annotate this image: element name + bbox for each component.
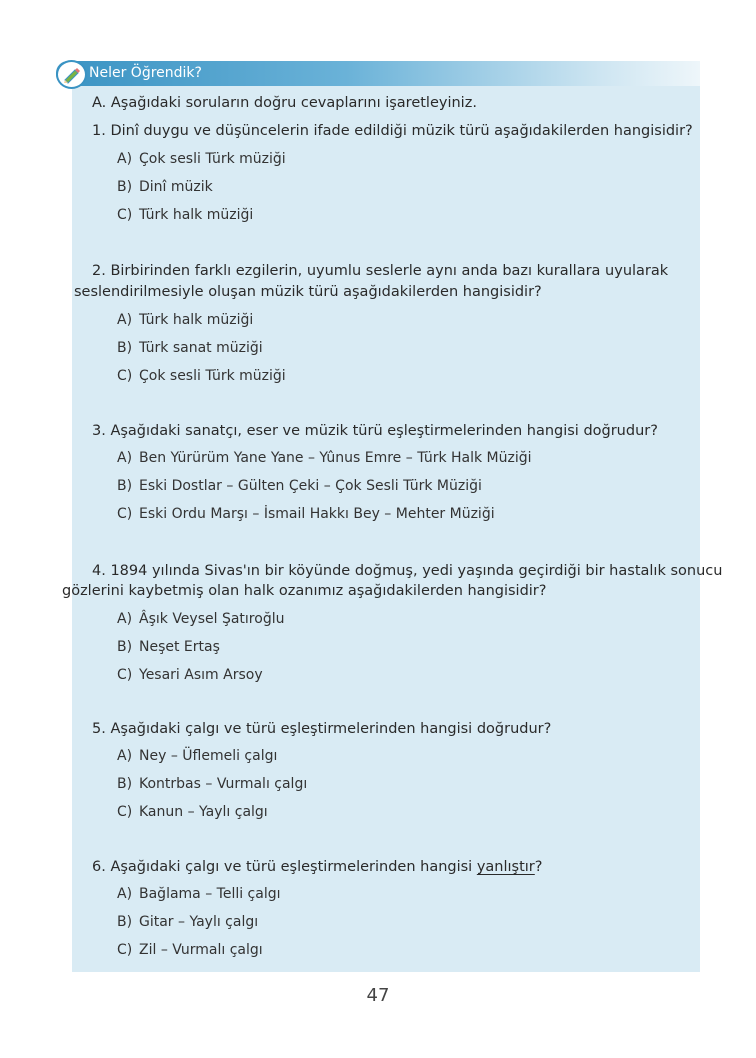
question-5-option-c[interactable]: C) Kanun – Yaylı çalgı bbox=[117, 804, 268, 820]
instruction-text: A. Aşağıdaki soruların doğru cevaplarını işaretleyiniz. bbox=[92, 95, 477, 111]
question-1-option-a[interactable]: A) Çok sesli Türk müziği bbox=[117, 151, 286, 167]
question-5-text: 5. Aşağıdaki çalgı ve türü eşleştirmelerinden hangisi doğrudur? bbox=[92, 721, 552, 737]
question-4-option-c[interactable]: C) Yesari Asım Arsoy bbox=[117, 667, 263, 683]
section-title: Neler Öğrendik? bbox=[89, 65, 202, 81]
question-3-option-b[interactable]: B) Eski Dostlar – Gülten Çeki – Çok Sesli Türk Müziği bbox=[117, 478, 482, 494]
question-6-text: 6. Aşağıdaki çalgı ve türü eşleştirmelerinden hangisi yanlıştır? bbox=[92, 859, 543, 875]
question-5-option-b[interactable]: B) Kontrbas – Vurmalı çalgı bbox=[117, 776, 308, 792]
question-1-option-c[interactable]: C) Türk halk müziği bbox=[117, 207, 254, 223]
question-2-option-c[interactable]: C) Çok sesli Türk müziği bbox=[117, 368, 286, 384]
question-3-option-a[interactable]: A) Ben Yürürüm Yane Yane – Yûnus Emre – Türk Halk Müziği bbox=[117, 450, 532, 466]
question-4-text: 4. 1894 yılında Sivas'ın bir köyünde doğmuş, yedi yaşında geçirdiği bir hastalık sonucu bbox=[92, 563, 723, 579]
question-5-option-a[interactable]: A) Ney – Üflemeli çalgı bbox=[117, 748, 278, 764]
question-6-option-c[interactable]: C) Zil – Vurmalı çalgı bbox=[117, 942, 263, 958]
question-3-option-c[interactable]: C) Eski Ordu Marşı – İsmail Hakkı Bey – Mehter Müziği bbox=[117, 506, 495, 522]
question-6-option-b[interactable]: B) Gitar – Yaylı çalgı bbox=[117, 914, 259, 930]
question-4-text-line2: gözlerini kaybetmiş olan halk ozanımız aşağıdakilerden hangisidir? bbox=[62, 583, 547, 599]
question-4-option-a[interactable]: A) Âşık Veysel Şatıroğlu bbox=[117, 611, 285, 627]
question-6-option-a[interactable]: A) Bağlama – Telli çalgı bbox=[117, 886, 281, 902]
question-2-option-a[interactable]: A) Türk halk müziği bbox=[117, 312, 254, 328]
emphasis-underline: yanlıştır bbox=[476, 859, 535, 875]
question-1-text: 1. Dinî duygu ve düşüncelerin ifade edildiği müzik türü aşağıdakilerden hangisidir? bbox=[92, 123, 693, 139]
question-2-text: 2. Birbirinden farklı ezgilerin, uyumlu seslerle aynı anda bazı kurallara uyularak bbox=[92, 263, 669, 279]
question-2-option-b[interactable]: B) Türk sanat müziği bbox=[117, 340, 263, 356]
question-2-text-line2: seslendirilmesiyle oluşan müzik türü aşağıdakilerden hangisidir? bbox=[74, 284, 542, 300]
question-1-option-b[interactable]: B) Dinî müzik bbox=[117, 179, 213, 195]
pencil-icon bbox=[56, 60, 87, 89]
question-4-option-b[interactable]: B) Neşet Ertaş bbox=[117, 639, 220, 655]
page-number: 47 bbox=[366, 985, 390, 1006]
question-3-text: 3. Aşağıdaki sanatçı, eser ve müzik türü eşleştirmelerinden hangisi doğrudur? bbox=[92, 423, 658, 439]
